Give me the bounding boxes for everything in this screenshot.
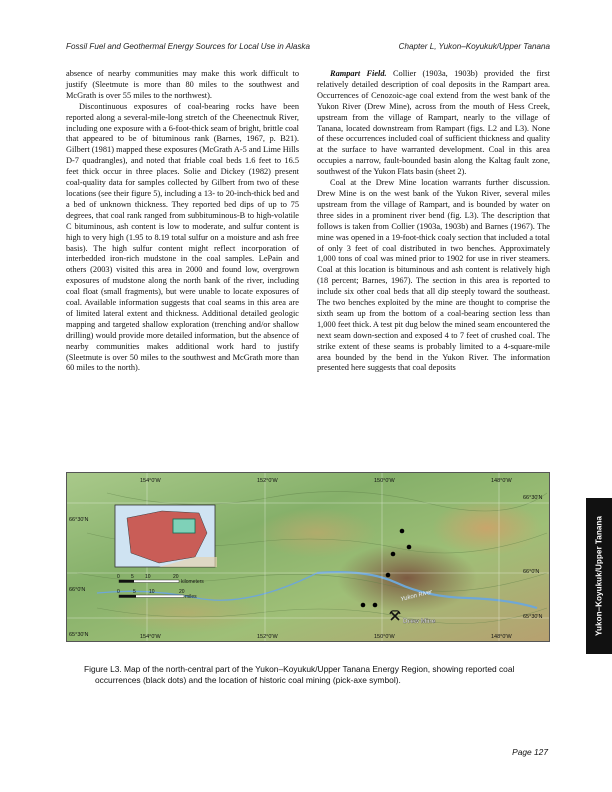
header-title: Fossil Fuel and Geothermal Energy Sources for Local Use in Alaska	[66, 42, 310, 51]
top-lon-4: 148°0'W	[491, 478, 512, 484]
coal-dot-1	[400, 529, 405, 534]
section-subhead: Rampart Field.	[330, 69, 387, 78]
right-column	[317, 69, 550, 374]
right-paragraph-1-text: Collier (1903a, 1903b) provided the first relatively detailed description of coal deposits in the Rampart area. Occurrences of Cenozoic-age coal extend from the west bank of the Yukon River (Drew Mine), across from the mouth of Hess Creek, upstream from the village of Rampart, nearly to the village of Tanana, located downstream from Rampart (figs. L2 and L3). None of these occurrences included coal of sufficient thickness and quality at the surface to have warranted development. Coal in this area occupies a narrow, fault-bounded basin along the Kaltag fault zone, southwest of the Yukon Flats basin (sheet 2).	[317, 69, 550, 177]
left-column	[66, 69, 299, 374]
right-lat-1: 66°30'N	[523, 495, 543, 501]
figure-caption: Figure L3. Map of the north-central part of the Yukon–Koyukuk/Upper Tanana Energy Region, showing reported coal occurrences (black dots) and the location of historic coal mining (pick-axe symbol).	[84, 664, 515, 685]
right-paragraph-2: Coal at the Drew Mine location warrants further discussion. Drew Mine is on the west bank of the Yukon River, several miles upstream from the village of Rampart, and is bounded by water on three sides in a prominent river bend (fig. L3). The description that follows is taken from Collier (1903a, 1903b) and Barnes (1967). The mine was opened in a 19-foot-thick coaly section that included a total of only 3 feet of coal distributed in two benches. Approximately 1,000 tons of coal was mined prior to 1902 for use in river steamers. Coal at this location is bituminous and ash content is relatively high (18 percent; Barnes, 1967). The section in this area is reported to include six other coal beds that all dip steeply toward the southeast. The two benches exploited by the mine are thought to comprise the sixth seam up from the bottom of a coal-bearing section less than 1,000 feet thick. A test pit dug below the mined seam encountered the next seam down-section and exposed 4 to 7 feet of crushed coal. The strike extent of these seams is probably limited to a 4-square-mile area bounded by the bend in the Yukon River. The information presented here suggests that coal deposits	[317, 178, 550, 373]
top-lon-2: 152°0'W	[257, 478, 278, 484]
inset-locator-map	[115, 505, 217, 567]
relief-highland-1	[337, 543, 477, 613]
relief-highland-3	[257, 508, 377, 558]
km-tick-0: 0	[117, 574, 120, 580]
page-number: Page 127	[512, 747, 548, 757]
left-paragraph-2: Discontinuous exposures of coal-bearing rocks have been reported along a several-mile-long stretch of the Cheenectnuk River, including one exposure with a 6-foot-thick seam of bright, brittle coal that appeared to be of bituminous rank (Barnes, 1967, p. B21). Gilbert (1981) mapped these exposures (McGrath A-5 and Lime Hills D-7 quadrangles), and noted that friable coal beds 1.6 feet to 16.5 feet thick occur in three places. Solie and Dickey (1982) present coal-quality data for samples collected by Gilbert from two of these locations (see their figure 5), including a 13- to 20-inch-thick bed and a bed of unknown thickness. They reported bed dips of up to 75 degrees, that coal rank ranged from subbituminous-B to high-volatile C bituminous, ash content is low to moderate, and sulfur content is high to very high (1.95 to 8.19 total sulfur on a moisture and ash free basis). The high sulfur content might reflect incorporation of interbedded iron-rich mudstone in the coal samples. LePain and others (2003) visited this area in 2000 and found low, overgrown exposures of mudstone along the north bank of the river, including coal float (small fragments), but were unable to locate exposures of coal. Available information suggests that coal seams in this area are of limited lateral extent and thickness. Additional detailed geologic mapping and targeted shallow exploration (trenching and/or shallow drilling) would provide more detailed information, but the absence of nearby communities makes additional work hard to justify (Sleetmute is over 50 miles to the southwest and McGrath more than 60 miles to the north).	[66, 101, 299, 373]
side-tab-label: Yukon–Koyukuk/Upper Tanana	[594, 516, 604, 636]
coal-dot-3	[391, 552, 396, 557]
mi-tick-5: 5	[133, 589, 136, 595]
relief-highland-2	[432, 500, 542, 556]
top-lon-1: 154°0'W	[140, 478, 161, 484]
bottom-lon-2: 152°0'W	[257, 634, 278, 640]
km-tick-20: 20	[173, 574, 179, 580]
bottom-lon-4: 148°0'W	[491, 634, 512, 640]
chapter-side-tab	[586, 498, 612, 654]
relief-map	[67, 473, 549, 641]
top-lon-3: 150°0'W	[374, 478, 395, 484]
coal-dot-2	[407, 545, 412, 550]
right-lat-3: 65°30'N	[523, 614, 543, 620]
mi-tick-0: 0	[117, 589, 120, 595]
mi-tick-10: 10	[149, 589, 155, 595]
km-scale-fill	[119, 580, 134, 583]
right-lat-2: 66°0'N	[523, 569, 540, 575]
figure-map	[66, 472, 550, 642]
header-chapter: Chapter L, Yukon–Koyukuk/Upper Tanana	[398, 42, 550, 51]
river-label: Yukon River	[400, 589, 433, 603]
left-lat-3: 65°30'N	[69, 632, 89, 638]
coal-dot-6	[373, 603, 378, 608]
mine-label: Drew Mine	[403, 618, 436, 625]
km-tick-5: 5	[131, 574, 134, 580]
left-lat-2: 66°0'N	[69, 587, 86, 593]
coal-dot-5	[361, 603, 366, 608]
mi-tick-20: 20	[179, 589, 185, 595]
bottom-lon-3: 150°0'W	[374, 634, 395, 640]
left-lat-1: 66°30'N	[69, 517, 89, 523]
right-paragraph-1	[317, 69, 550, 178]
mi-scale-fill	[119, 595, 136, 598]
inset-study-area	[173, 519, 195, 533]
km-unit: kilometers	[181, 579, 204, 585]
bottom-lon-1: 154°0'W	[140, 634, 161, 640]
left-paragraph-1: absence of nearby communities may make this work difficult to justify (Sleetmute is more than 80 miles to the southwest and McGrath is over 55 miles to the northwest).	[66, 69, 299, 100]
km-tick-10: 10	[145, 574, 151, 580]
coal-dot-4	[386, 573, 391, 578]
mi-unit: miles	[185, 594, 197, 600]
